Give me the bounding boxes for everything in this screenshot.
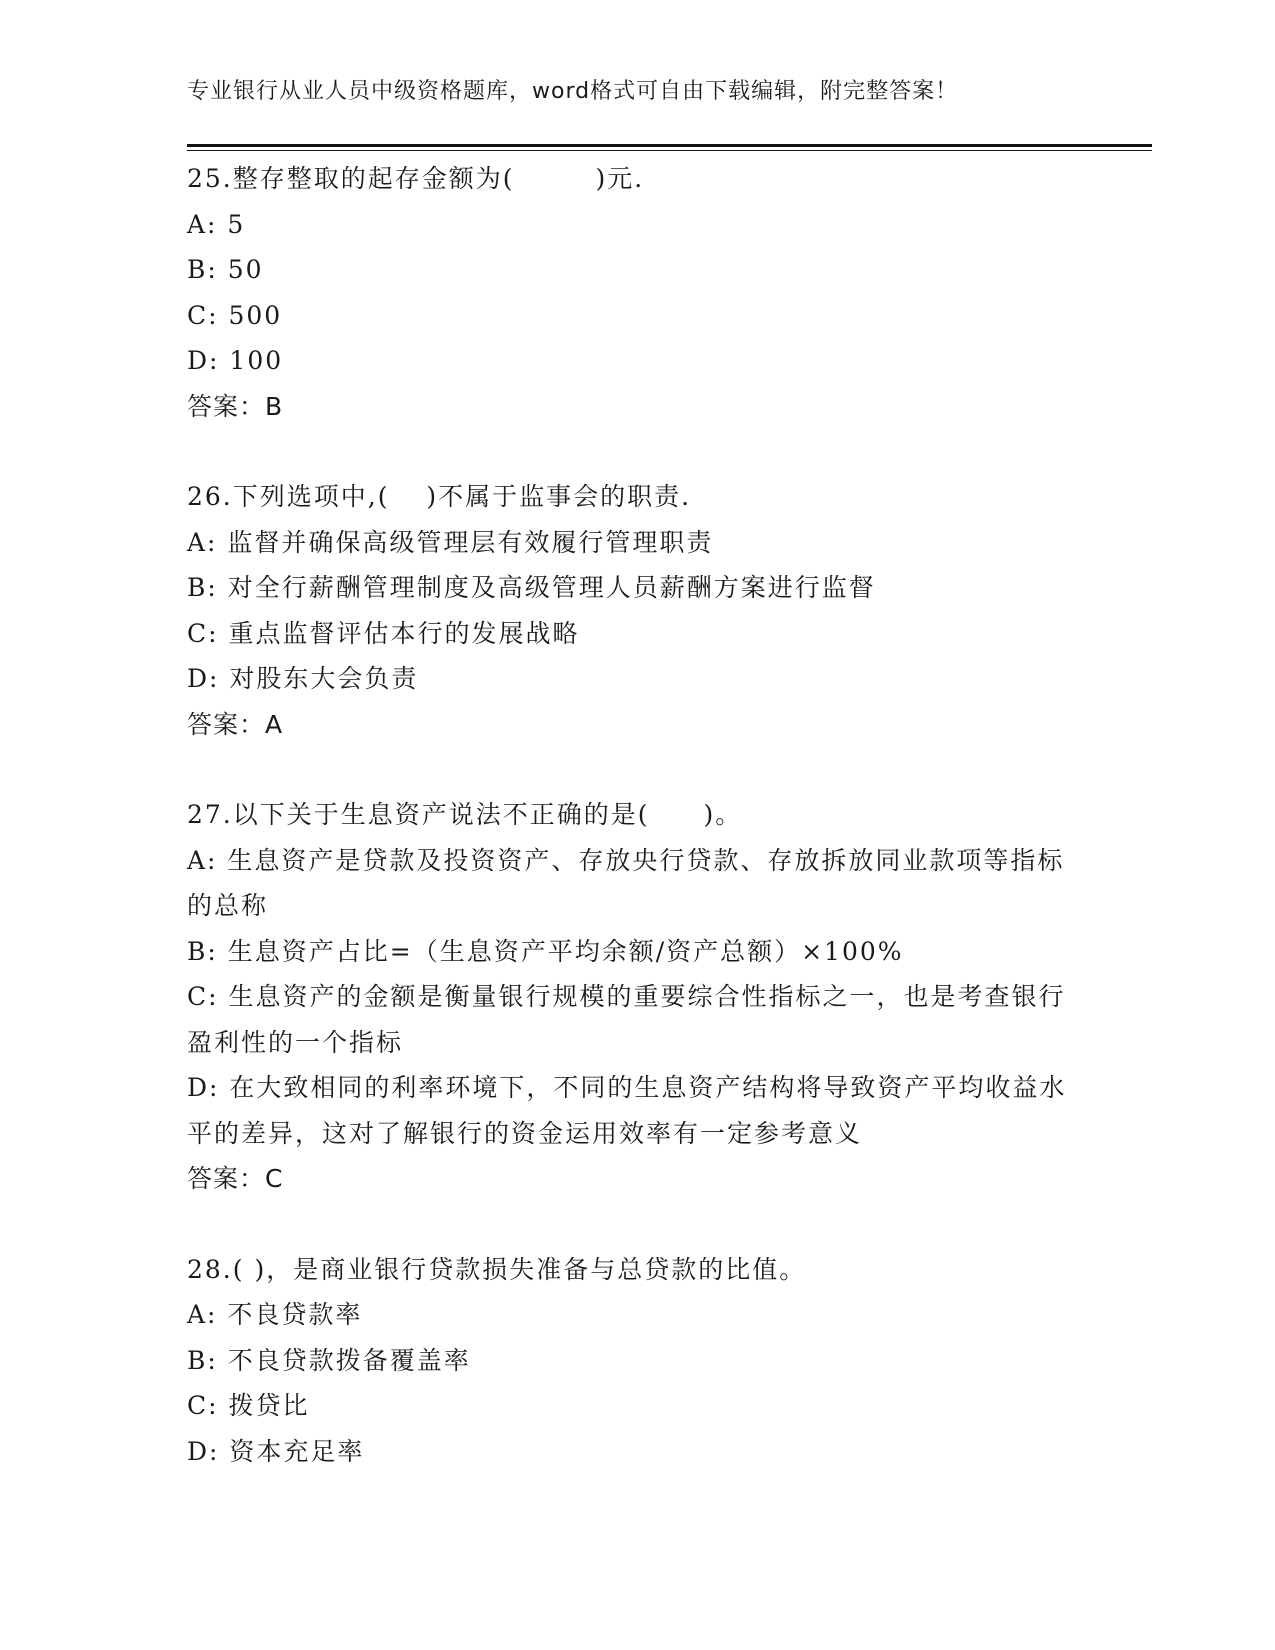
option-a: A: 生息资产是贷款及投资资产、存放央行贷款、存放拆放同业款项等指标的总称 (187, 845, 1065, 920)
option-b: B: 不良贷款拨备覆盖率 (187, 1345, 471, 1375)
option-c: C: 重点监督评估本行的发展战略 (187, 618, 580, 648)
option-d: D: 资本充足率 (187, 1436, 365, 1466)
option-a: A: 不良贷款率 (187, 1300, 363, 1329)
option-c: C: 生息资产的金额是衡量银行规模的重要综合性指标之一，也是考查银行盈利性的一个指标 (187, 982, 1066, 1057)
question-25 (187, 156, 1087, 429)
header-rule-thick (187, 144, 1152, 147)
question-27 (187, 792, 1087, 1202)
option-c: C: 500 (187, 300, 283, 330)
option-a: A: 5 (187, 209, 246, 239)
answer-key: 答案：C (187, 1164, 284, 1193)
page-header: 专业银行从业人员中级资格题库，word格式可自由下载编辑，附完整答案！ (187, 79, 959, 104)
answer-key: 答案：B (187, 391, 284, 421)
question-list (187, 156, 1087, 1519)
question-stem: 28.( )，是商业银行贷款损失准备与总贷款的比值。 (187, 1254, 807, 1284)
answer-key: 答案：A (187, 709, 284, 739)
option-d: D: 100 (187, 346, 284, 375)
option-b: B: 50 (187, 255, 264, 284)
option-a: A: 监督并确保高级管理层有效履行管理职责 (187, 527, 714, 557)
option-d: D: 在大致相同的利率环境下，不同的生息资产结构将导致资产平均收益水平的差异，这对了解银行的资金运用效率有一定参考意义 (187, 1073, 1067, 1148)
question-stem: 25.整存整取的起存金额为( )元. (187, 164, 645, 193)
option-b: B: 对全行薪酬管理制度及高级管理人员薪酬方案进行监督 (187, 573, 876, 602)
question-stem: 27.以下关于生息资产说法不正确的是( )。 (187, 800, 743, 829)
option-d: D: 对股东大会负责 (187, 664, 419, 693)
question-26 (187, 474, 1087, 747)
question-28 (187, 1247, 1087, 1475)
header-rule-thin (187, 150, 1152, 151)
question-stem: 26.下列选项中,( )不属于监事会的职责. (187, 482, 692, 511)
option-c: C: 拨贷比 (187, 1391, 310, 1420)
option-b: B: 生息资产占比=（生息资产平均余额/资产总额）×100% (187, 936, 904, 966)
